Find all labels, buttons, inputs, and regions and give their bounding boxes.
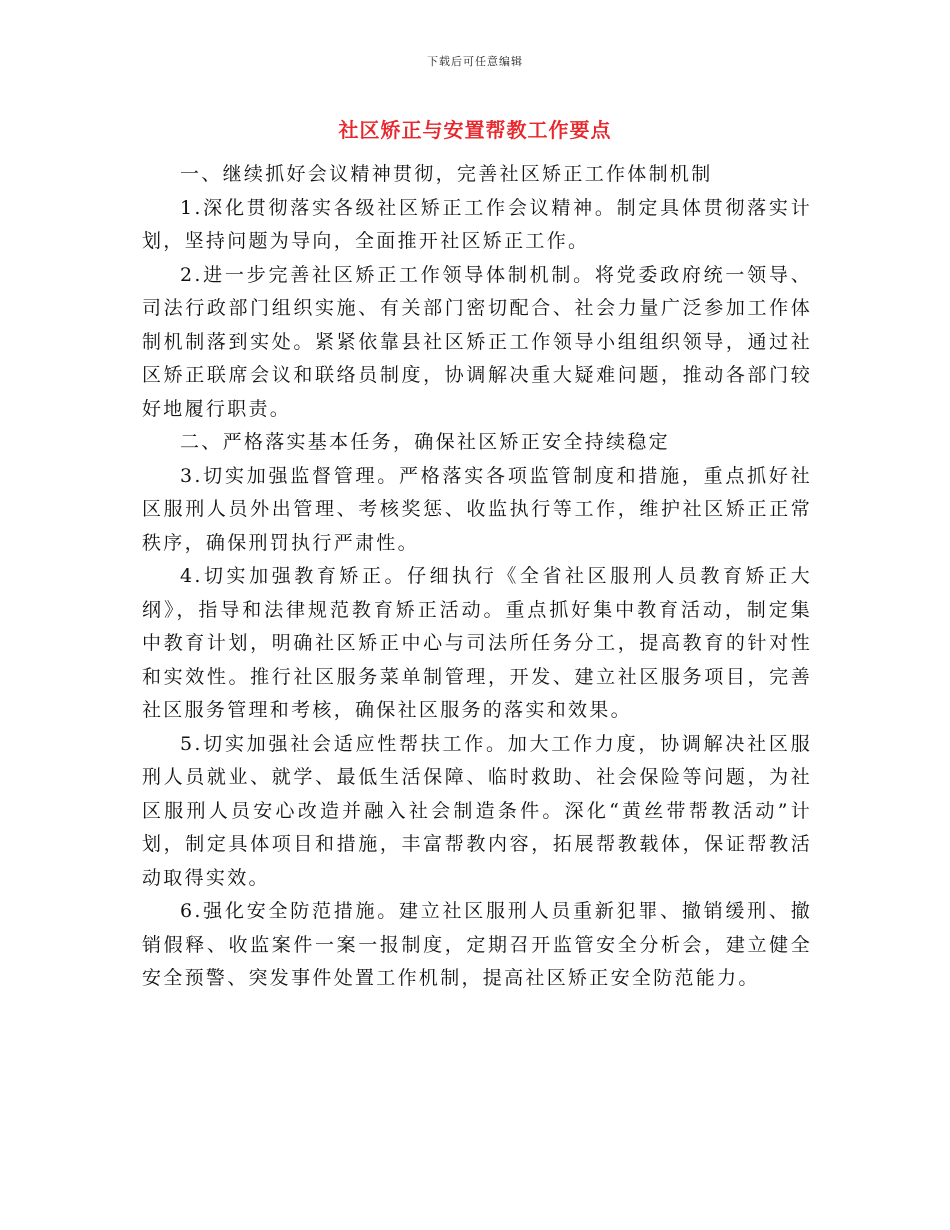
paragraph-item-3: 3.切实加强监督管理。严格落实各项监管制度和措施，重点抓好社区服刑人员外出管理、考核奖惩、收监执行等工作，维护社区矫正正常秩序，确保刑罚执行严肃性。: [142, 464, 812, 554]
document-title: 社区矫正与安置帮教工作要点: [338, 118, 612, 142]
paragraph-item-6: 6.强化安全防范措施。建立社区服刑人员重新犯罪、撤销缓刑、撤销假释、收监案件一案一报制度，定期召开监管安全分析会，建立健全安全预警、突发事件处置工作机制，提高社区矫正安全防范能力。: [142, 900, 812, 989]
paragraph-item-2: 2.进一步完善社区矫正工作领导体制机制。将党委政府统一领导、司法行政部门组织实施、有关部门密切配合、社会力量广泛参加工作体制机制落到实处。紧紧依靠县社区矫正工作领导小组组织领导，通过社区矫正联席会议和联络员制度，协调解决重大疑难问题，推动各部门较好地履行职责。: [142, 263, 812, 420]
paragraph-item-5: 5.切实加强社会适应性帮扶工作。加大工作力度，协调解决社区服刑人员就业、就学、最低生活保障、临时救助、社会保险等问题，为社区服刑人员安心改造并融入社会制造条件。深化“黄丝带帮教活动”计划，制定具体项目和措施，丰富帮教内容，拓展帮教载体，保证帮教活动取得实效。: [142, 732, 812, 889]
document-body: [142, 158, 812, 996]
paragraph-item-4: 4.切实加强教育矫正。仔细执行《全省社区服刑人员教育矫正大纲》，指导和法律规范教育矫正活动。重点抓好集中教育活动，制定集中教育计划，明确社区矫正中心与司法所任务分工，提高教育的针对性和实效性。推行社区服务菜单制管理，开发、建立社区服务项目，完善社区服务管理和考核，确保社区服务的落实和效果。: [142, 565, 812, 721]
paragraph-item-1: 1.深化贯彻落实各级社区矫正工作会议精神。制定具体贯彻落实计划，坚持问题为导向，全面推开社区矫正工作。: [142, 196, 812, 252]
page-header-note: 下载后可任意编辑: [427, 55, 523, 68]
section-heading-1: 一、继续抓好会议精神贯彻，完善社区矫正工作体制机制: [180, 163, 713, 185]
section-heading-2: 二、严格落实基本任务，确保社区矫正安全持续稳定: [180, 431, 670, 453]
